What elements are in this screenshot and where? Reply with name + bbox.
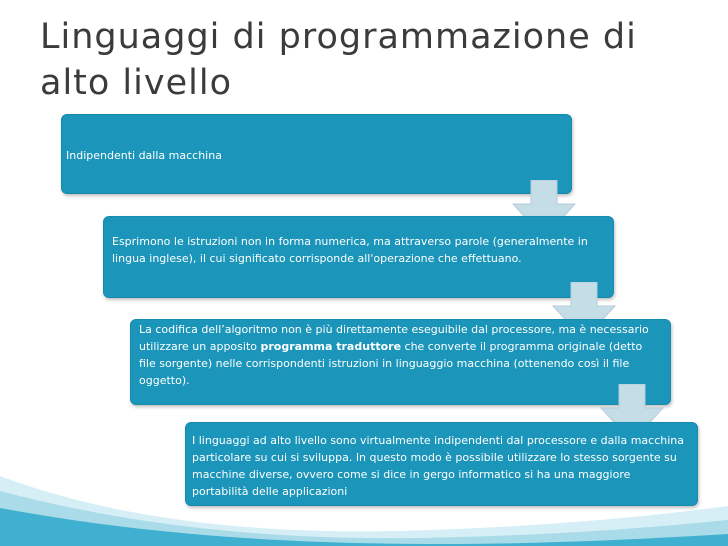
flow-step-2-text: Esprimono le istruzioni non in forma numerica, ma attraverso parole (generalmente in lingua inglese), il cui significato corrisponde all'operazione che effettuano. <box>112 235 588 265</box>
flow-step-3-text-bold: programma traduttore <box>260 340 402 353</box>
flow-step-4-text: I linguaggi ad alto livello sono virtualmente indipendenti dal processore e dalla macchina particolare su cui si sviluppa. In questo modo è possibile utilizzare lo stesso sorgente su macchine diverse, ovvero come si dice in gergo informatico si ha una maggiore portabilità delle applicazioni <box>192 434 685 498</box>
flow-step-1 <box>61 114 572 194</box>
slide-title: Linguaggi di programmazione di alto livello <box>40 17 637 103</box>
flow-step-3-text-after: che converte il programma originale (detto file sorgente) nelle corrispondenti istruzioni in linguaggio macchina (ottenendo così il file oggetto). <box>139 340 643 387</box>
flow-step-3-text-before: La codifica dell’algoritmo non è più direttamente eseguibile dal processore, ma è necessario utilizzare un apposito <box>139 323 649 353</box>
flow-step-4 <box>185 422 698 506</box>
flow-step-1-text: Indipendenti dalla macchina <box>66 149 222 162</box>
flow-step-3 <box>130 319 671 405</box>
flow-step-2 <box>103 216 614 298</box>
